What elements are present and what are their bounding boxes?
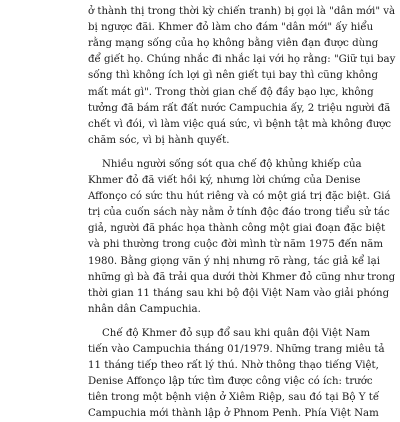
text-line: 11 tháng tiếp theo rất lý thú. Nhờ thông thạo tiếng Việt,	[88, 360, 379, 372]
body-text	[88, 0, 396, 422]
text-line: và phi thường trong cuộc đời mình từ năm 1975 đến năm	[88, 239, 383, 251]
paragraph-2	[88, 157, 396, 318]
text-line: những gì bà đã trải qua dưới thời Khmer đỏ cũng như trong	[88, 271, 396, 283]
text-line: Campuchia mới thành lập ở Phnom Penh. Phía Việt Nam	[88, 408, 379, 420]
text-line: ở thành thị trong thời kỳ chiến tranh) bị gọi là "dân mới" và	[88, 6, 396, 18]
text-line: 1980. Bằng giọng văn ý nhị nhưng rõ ràng, tác giả kể lại	[88, 255, 380, 267]
paragraph-spacer	[88, 149, 316, 157]
text-line: chết vì đói, vì làm việc quá sức, vì bệnh tật mà không được	[88, 118, 392, 130]
text-line: Denise Affonço lập tức tìm được công việc có ích: trước	[88, 376, 373, 388]
text-line: trị của cuốn sách này nằm ở tính độc đáo trong tiểu sử tác	[88, 207, 390, 219]
text-line: thời gian 11 tháng sau khi bộ đội Việt Nam vào giải phóng	[88, 287, 390, 299]
text-line: Khmer đỏ đã viết hồi ký, nhưng lời chứng của Denise	[88, 175, 361, 187]
text-line: tưởng đã bám rất đất nước Campuchia ấy, 2 triệu người đã	[88, 102, 391, 114]
text-line: rằng mạng sống của họ không bằng viên đạn được dùng	[88, 38, 379, 50]
text-line: mất mát gì". Trong thời gian chế độ đầy bạo lực, không	[88, 86, 374, 98]
text-line: chăm sóc, vì bị hành quyết.	[88, 134, 230, 146]
text-line: để giết họ. Chúng nhắc đi nhắc lại với họ rằng: "Giữ tụi bay	[88, 54, 396, 66]
text-line: tiến vào Campuchia tháng 01/1979. Những trang miêu tả	[88, 343, 385, 355]
text-line: tiên trong một bệnh viện ở Xiêm Riệp, sau đó tại Bộ Y tế	[88, 392, 380, 404]
paragraph-spacer	[88, 318, 316, 326]
paragraph-3	[88, 326, 385, 422]
text-line: Affonço có sức thu hút riêng và có một giá trị đặc biệt. Giá	[88, 191, 391, 203]
text-line: Chế độ Khmer đỏ sụp đổ sau khi quân đội Việt Nam	[102, 327, 371, 339]
text-line: Nhiều người sống sót qua chế độ khủng khiếp của	[102, 158, 362, 170]
text-line: nhân dân Campuchia.	[88, 303, 201, 315]
paragraph-1	[88, 0, 396, 149]
text-line: giả, người đã phác họa thành công một giai đoạn đặc biệt	[88, 223, 386, 235]
text-line: bị ngược đãi. Khmer đỏ làm cho đám "dân mới" ấy hiểu	[88, 22, 374, 34]
text-line: sống thì không ích lợi gì nên giết tụi bay thì cũng không	[88, 70, 378, 82]
